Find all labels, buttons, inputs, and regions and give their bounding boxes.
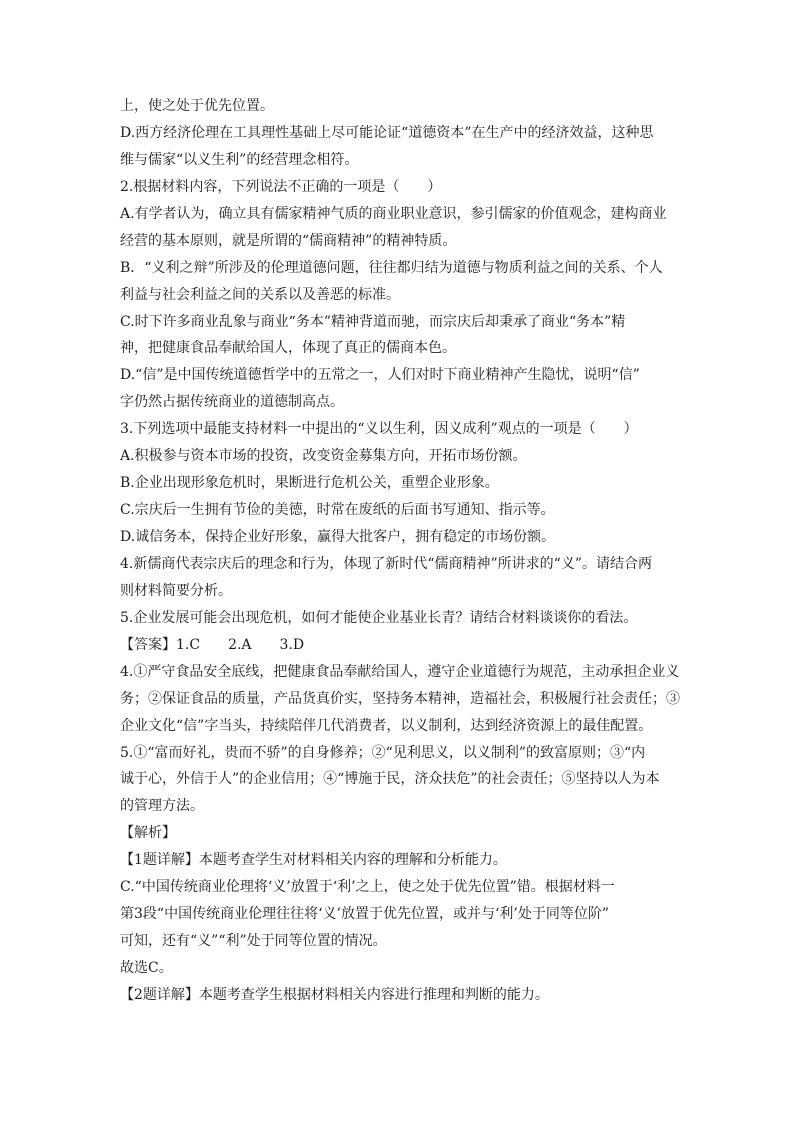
- text-line: 维与儒家“以义生利”的经营理念相符。: [120, 151, 359, 168]
- option-a: A.有学者认为，确立具有儒家精神气质的商业职业意识，参引儒家的价值观念，建构商业: [120, 205, 667, 222]
- option-b: B．“义利之辩”所涉及的伦理道德问题，往往都归结为道德与物质利益之间的关系、个人: [120, 259, 663, 276]
- option-b: B.企业出现形象危机时，果断进行危机公关，重塑企业形象。: [120, 475, 499, 492]
- answer-heading: 【答案】1.C 2.A 3.D: [120, 636, 305, 653]
- question-2: 2.根据材料内容，下列说法不正确的一项是（ ）: [120, 178, 442, 195]
- text-line: 故选C。: [120, 960, 173, 976]
- option-c: C.时下许多商业乱象与商业“务本”精神背道而驰，而宗庆后却秉承了商业“务本”精: [120, 313, 626, 330]
- text-line: 上，使之处于优先位置。: [120, 98, 274, 114]
- text-line: 企业文化“信”字当头，持续陪伴几代消费者，以义制利，达到经济资源上的最佳配置。: [120, 717, 653, 734]
- text-line: 字仍然占据传统商业的道德制高点。: [120, 394, 344, 411]
- detail-1-heading: 【1题详解】本题考查学生对材料相关内容的理解和分析能力。: [120, 852, 507, 869]
- text-line: 利益与社会利益之间的关系以及善恶的标准。: [120, 286, 400, 303]
- text-line: 神，把健康食品奉献给国人，体现了真正的儒商本色。: [120, 340, 456, 357]
- option-a: A.积极参与资本市场的投资，改变资金募集方向，开拓市场份额。: [120, 448, 527, 465]
- question-3: 3.下列选项中最能支持材料一中提出的“义以生利，因义成利”观点的一项是（ ）: [120, 421, 638, 438]
- text-line: 诚于心，外信于人”的企业信用；④“博施于民，济众扶危”的社会责任；⑤坚持以人为本: [120, 771, 660, 788]
- option-d: D.诚信务本，保持企业好形象，赢得大批客户，拥有稳定的市场份额。: [120, 529, 556, 545]
- text-line: 则材料简要分析。: [120, 582, 232, 599]
- option-c: C.宗庆后一生拥有节俭的美德，时常在废纸的后面书写通知、指示等。: [120, 502, 555, 519]
- document-body: [120, 93, 680, 1009]
- text-line: 经营的基本原则，就是所谓的“儒商精神”的精神特质。: [120, 232, 457, 249]
- question-4: 4.新儒商代表宗庆后的理念和行为，体现了新时代“儒商精神”所讲求的“义”。请结合两: [120, 555, 652, 572]
- answer-5: 5.①“富而好礼，贵而不骄”的自身修养；②“见利思义，以义制利”的致富原则；③“内: [120, 744, 646, 761]
- answer-4: 4.①严守食品安全底线，把健康食品奉献给国人，遵守企业道德行为规范，主动承担企业义: [120, 663, 680, 680]
- text-line: C.“中国传统商业伦理将‘义’放置于‘利’之上，使之处于优先位置”错。根据材料一: [120, 879, 615, 896]
- option-d: D.“信”是中国传统道德哲学中的五常之一，人们对时下商业精神产生隐忧，说明“信”: [120, 367, 640, 384]
- text-line: 的管理方法。: [120, 798, 204, 815]
- text-line: 务；②保证食品的质量，产品货真价实，坚持务本精神，造福社会，积极履行社会责任；③: [120, 690, 680, 707]
- detail-2-heading: 【2题详解】本题考查学生根据材料相关内容进行推理和判断的能力。: [120, 986, 549, 1003]
- text-line: 可知，还有“义”“利”处于同等位置的情况。: [120, 933, 387, 950]
- analysis-heading: 【解析】: [120, 825, 176, 842]
- text-line: 第3段“中国传统商业伦理往往将‘义’放置于优先位置，或并与‘利’处于同等位阶”: [120, 906, 610, 923]
- text-line: D.西方经济伦理在工具理性基础上尽可能论证“道德资本”在生产中的经济效益，这种思: [120, 124, 654, 141]
- question-5: 5.企业发展可能会出现危机，如何才能使企业基业长青？请结合材料谈谈你的看法。: [120, 609, 638, 626]
